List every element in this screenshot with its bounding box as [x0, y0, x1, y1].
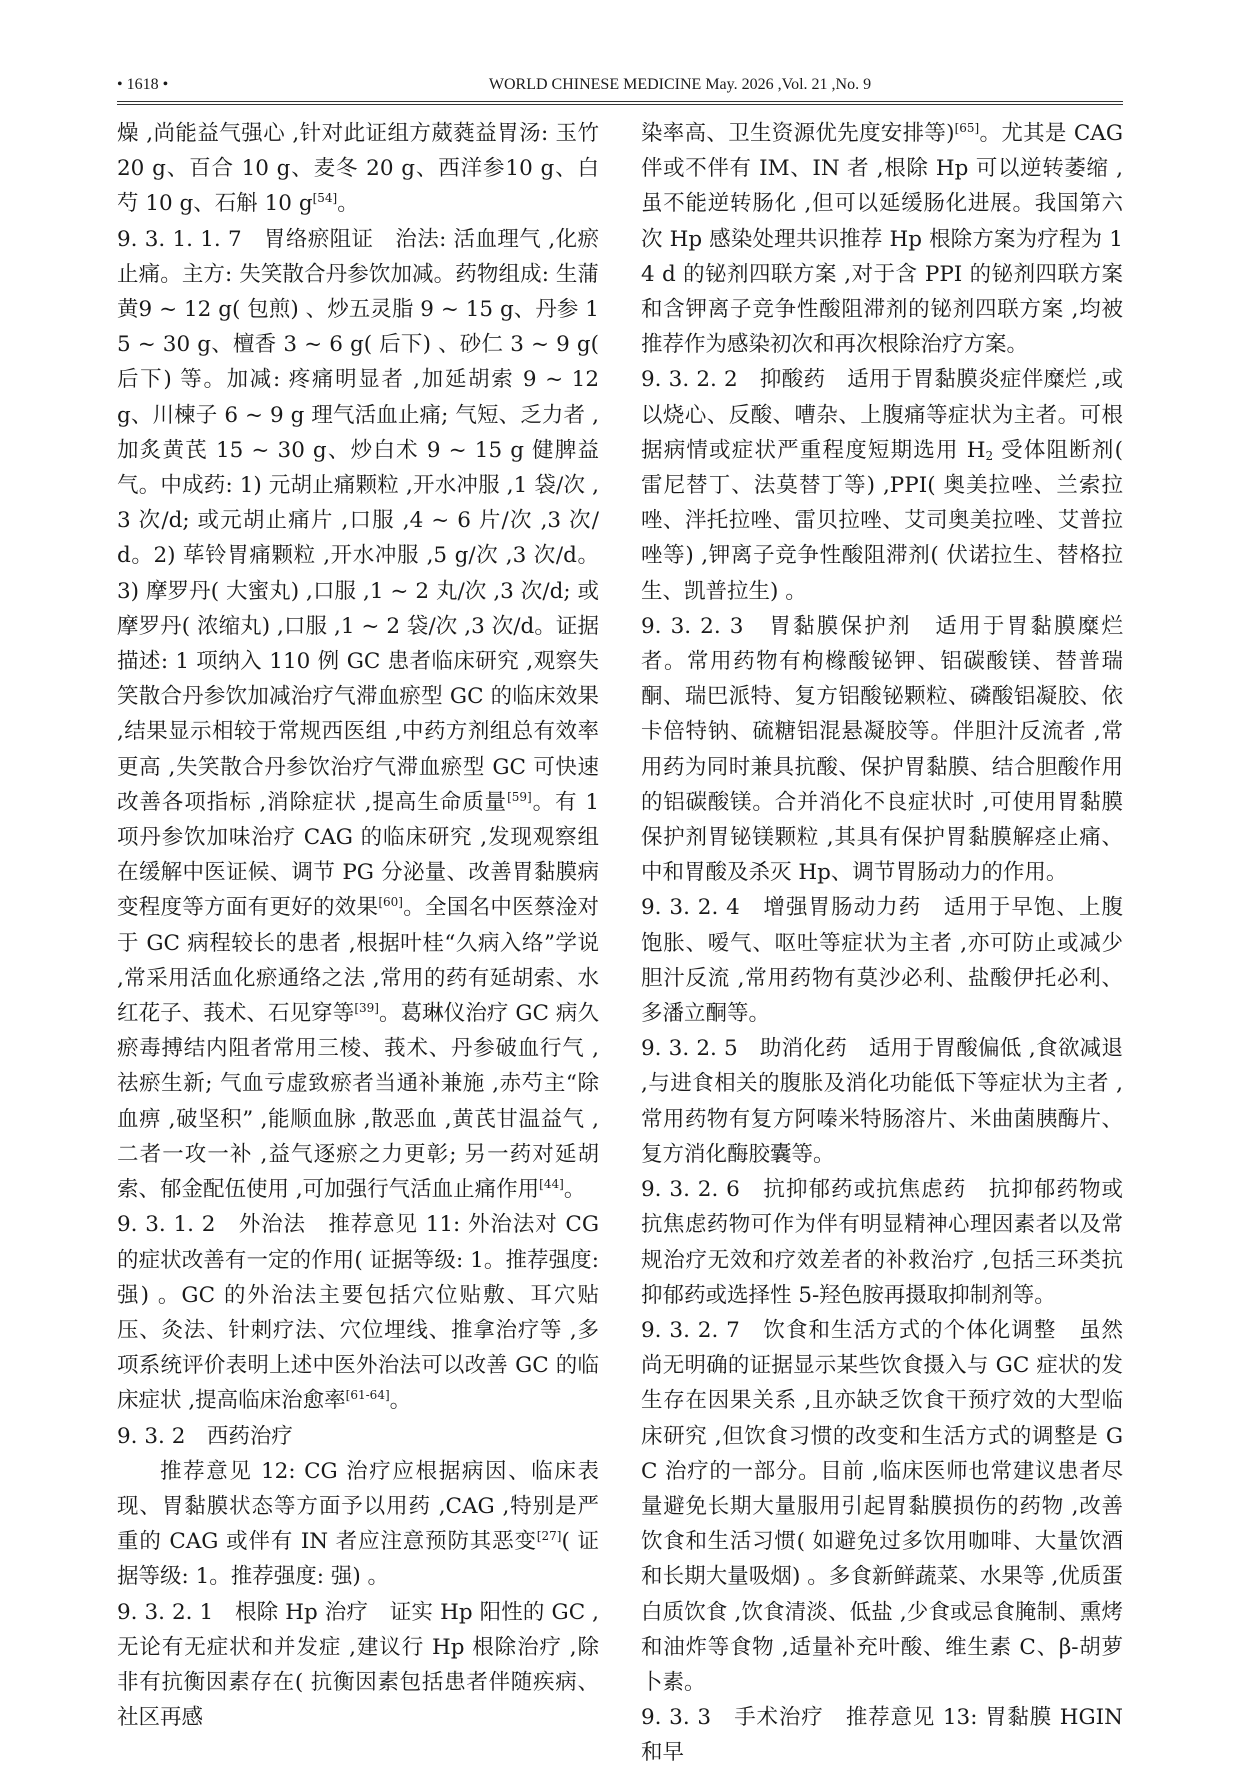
paragraph: [641, 1313, 1123, 1700]
paragraph-text: 9. 3. 2. 7 饮食和生活方式的个体化调整 虽然尚无明确的证据显示某些饮食摄入与 GC 症状的发生存在因果关系 ,且亦缺乏饮食干预疗效的大型临床研究 ,但饮食习惯的改变和生活方式的调整是 GC 治疗的一部分。目前 ,临床医师也常建议患者尽量避免长期大量服用引起胃黏膜损伤的药物 ,改善饮食和生活习惯( 如避免过多饮用咖啡、大量饮酒和长期大量吸烟) 。多食新鲜蔬菜、水果等 ,优质蛋白质饮食 ,饮食清淡、低盐 ,少食或忌食腌制、熏烤和油炸等食物 ,适量补充叶酸、维生素 C、β-胡萝卜素。: [641, 1317, 1123, 1695]
paragraph-text: 。葛琳仪治疗 GC 病久瘀毒搏结内阻者常用三棱、莪术、丹参破血行气 ,祛瘀生新; 气血亏虚致瘀者当通补兼施 ,赤芍主“除血痹 ,破坚积” ,能顺血脉 ,散恶血 ,黄芪甘温益气 ,二者一攻一补 ,益气逐瘀之力更彰; 另一药对延胡索、郁金配伍使用 ,可加强行气活血止痛作用: [117, 1001, 599, 1203]
paragraph-text: 9. 3. 1. 2 外治法 推荐意见 11: 外治法对 CG 的症状改善有一定的作用( 证据等级: 1。推荐强度: 强) 。GC 的外治法主要包括穴位贴敷、耳穴贴压、灸法、针刺疗法、穴位埋线、推拿治疗等 ,多项系统评价表明上述中医外治法可以改善 GC 的临床症状 ,提高临床治愈率: [117, 1212, 599, 1414]
page-number: • 1618 •: [117, 76, 169, 93]
header-rule: [117, 101, 1123, 102]
header-rule-thin: [117, 104, 1123, 105]
paragraph: [641, 362, 1123, 608]
paragraph: [641, 890, 1123, 1031]
paragraph-text: 受体阻断剂( 雷尼替丁、法莫替丁等) ,PPI( 奥美拉唑、兰索拉唑、泮托拉唑、雷贝拉唑、艾司奥美拉唑、艾普拉唑等) ,钾离子竞争性酸阻滞剂( 伏诺拉生、替格拉生、凯普拉生) 。: [641, 437, 1123, 604]
paragraph-text: 。尤其是 CAG 伴或不伴有 IM、IN 者 ,根除 Hp 可以逆转萎缩 ,虽不能逆转肠化 ,但可以延缓肠化进展。我国第六次 Hp 感染处理共识推荐 Hp 根除方案为疗程为 14 d 的铋剂四联方案 ,对于含 PPI 的铋剂四联方案和含钾离子竞争性酸阻滞剂的铋剂四联方案 ,均被推荐作为感染初次和再次根除治疗方案。: [641, 121, 1123, 358]
citation-ref: [44]: [539, 1177, 564, 1192]
running-header: [117, 70, 1123, 100]
paragraph-text: 9. 3. 1. 1. 7 胃络瘀阻证 治法: 活血理气 ,化瘀止痛。主方: 失笑散合丹参饮加减。药物组成: 生蒲黄9 ~ 12 g( 包煎) 、炒五灵脂 9 ~ 15 g、丹参 15 ~ 30 g、檀香 3 ~ 6 g( 后下) 、砂仁 3 ~ 9 g( 后下) 等。加减: 疼痛明显者 ,加延胡索 9 ~ 12 g、川楝子 6 ~ 9 g 理气活血止痛; 气短、乏力者 ,加炙黄芪 15 ~ 30 g、炒白术 9 ~ 15 g 健脾益气。中成药: 1) 元胡止痛颗粒 ,开水冲服 ,1 袋/次 ,3 次/d; 或元胡止痛片 ,口服 ,4 ~ 6 片/次 ,3 次/d。2) 荜铃胃痛颗粒 ,开水冲服 ,5 g/次 ,3 次/d。3) 摩罗丹( 大蜜丸) ,口服 ,1 ~ 2 丸/次 ,3 次/d; 或摩罗丹( 浓缩丸) ,口服 ,1 ~ 2 袋/次 ,3 次/d。证据描述: 1 项纳入 110 例 GC 患者临床研究 ,观察失笑散合丹参饮加减治疗气滞血瘀型 GC 的临床效果 ,结果显示相较于常规西医组 ,中药方剂组总有效率更高 ,失笑散合丹参饮治疗气滞血瘀型 GC 可快速改善各项指标 ,消除症状 ,提高生命质量: [117, 226, 599, 815]
subscript: 2: [985, 448, 994, 463]
paragraph: [117, 1419, 599, 1454]
paragraph-text: 。: [389, 1388, 412, 1414]
citation-ref: [60]: [378, 895, 403, 910]
paragraph-text: 燥 ,尚能益气强心 ,针对此证组方葳蕤益胃汤: 玉竹20 g、百合 10 g、麦冬 20 g、西洋参10 g、白芍 10 g、石斛 10 g: [117, 121, 599, 217]
citation-ref: [65]: [954, 121, 980, 135]
paragraph: [641, 116, 1123, 362]
citation-ref: [27]: [536, 1529, 562, 1544]
paragraph: [117, 1454, 599, 1595]
paragraph-text: 。: [337, 191, 359, 217]
paragraph-text: 。: [563, 1177, 586, 1203]
citation-ref: [59]: [507, 789, 532, 804]
paragraph-text: 9. 3. 2 西药治疗: [117, 1423, 293, 1449]
paragraph: [117, 1207, 599, 1418]
paragraph-text: 9. 3. 2. 4 增强胃肠动力药 适用于早饱、上腹饱胀、嗳气、呕吐等症状为主者 ,亦可防止或减少胆汁反流 ,常用药物有莫沙必利、盐酸伊托必利、多潘立酮等。: [641, 895, 1123, 1027]
citation-ref: [54]: [312, 191, 338, 206]
paragraph: [641, 1031, 1123, 1172]
paragraph-text: 推荐意见 12: CG 治疗应根据病因、临床表现、胃黏膜状态等方面予以用药 ,CAG ,特别是严重的 CAG 或伴有 IN 者应注意预防其恶变: [117, 1458, 599, 1555]
paragraph-text: 。全国名中医蔡淦对于 GC 病程较长的患者 ,根据叶桂“久病入络”学说 ,常采用活血化瘀通络之法 ,常用的药有延胡索、水红花子、莪术、石见穿等: [117, 895, 599, 1027]
paragraph: [117, 1595, 599, 1736]
paragraph-text: 。有 1 项丹参饮加味治疗 CAG 的临床研究 ,发现观察组在缓解中医证候、调节 PG 分泌量、改善胃黏膜病变程度等方面有更好的效果: [117, 789, 599, 921]
citation-ref: [61-64]: [345, 1388, 390, 1403]
paragraph-text: 9. 3. 2. 2 抑酸药 适用于胃黏膜炎症伴糜烂 ,或以烧心、反酸、嘈杂、上腹痛等症状为主者。可根据病情或症状严重程度短期选用 H: [641, 367, 1123, 463]
paragraph: [117, 116, 599, 222]
right-column: [641, 116, 1123, 1771]
left-column: [117, 116, 599, 1735]
citation-ref: [39]: [354, 1001, 379, 1016]
paragraph: [117, 222, 599, 1208]
paragraph: [641, 609, 1123, 891]
paragraph-text: 9. 3. 2. 5 助消化药 适用于胃酸偏低 ,食欲减退 ,与进食相关的腹胀及消化功能低下等症状为主者 ,常用药物有复方阿嗪米特肠溶片、米曲菌胰酶片、复方消化酶胶囊等。: [641, 1036, 1123, 1167]
paragraph: [641, 1700, 1123, 1770]
paragraph-text: ( 证据等级: 1。推荐强度: 强) 。: [117, 1529, 599, 1590]
paragraph-text: 9. 3. 2. 6 抗抑郁药或抗焦虑药 抗抑郁药物或抗焦虑药物可作为伴有明显精神心理因素者以及常规治疗无效和疗效差者的补救治疗 ,包括三环类抗抑郁药或选择性 5-羟色胺再摄取抑制剂等。: [641, 1177, 1123, 1308]
paragraph-text: 9. 3. 2. 3 胃黏膜保护剂 适用于胃黏膜糜烂者。常用药物有枸橼酸铋钾、铝碳酸镁、替普瑞酮、瑞巴派特、复方铝酸铋颗粒、磷酸铝凝胶、依卡倍特钠、硫糖铝混悬凝胶等。伴胆汁反流者 ,常用药为同时兼具抗酸、保护胃黏膜、结合胆酸作用的铝碳酸镁。合并消化不良症状时 ,可使用胃黏膜保护剂胃铋镁颗粒 ,其具有保护胃黏膜解痉止痛、中和胃酸及杀灭 Hp、调节胃肠动力的作用。: [641, 613, 1123, 886]
paragraph-text: 染率高、卫生资源优先度安排等): [641, 121, 955, 146]
journal-citation: WORLD CHINESE MEDICINE May. 2026 ,Vol. 21 ,No. 9: [488, 76, 872, 93]
paragraph: [641, 1172, 1123, 1313]
paragraph-text: 9. 3. 3 手术治疗 推荐意见 13: 胃黏膜 HGIN 和早: [641, 1705, 1123, 1766]
paragraph-text: 9. 3. 2. 1 根除 Hp 治疗 证实 Hp 阳性的 GC ,无论有无症状和并发症 ,建议行 Hp 根除治疗 ,除非有抗衡因素存在( 抗衡因素包括患者伴随疾病、社区再感: [117, 1599, 599, 1731]
